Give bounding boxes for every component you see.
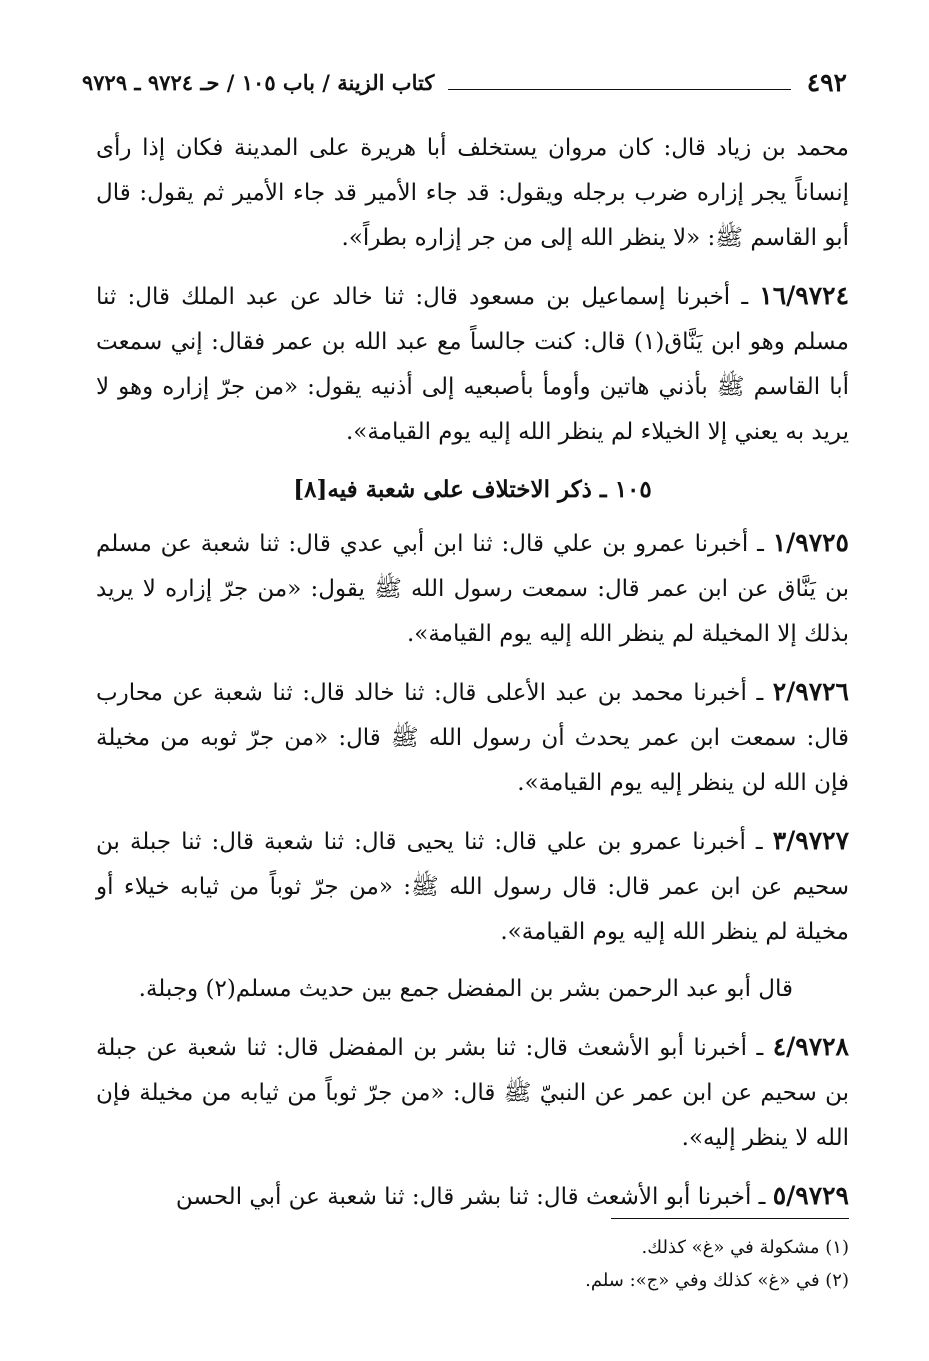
hadith-9726 [96, 669, 849, 806]
hadith-number: ٥/٩٧٢٩ [772, 1181, 849, 1210]
footnote-rule [611, 1218, 849, 1219]
hadith-9729 [96, 1173, 849, 1220]
hadith-number: ٤/٩٧٢٨ [772, 1032, 849, 1061]
hadith-9727 [96, 818, 849, 955]
page-body [96, 126, 849, 1232]
hadith-text: ـ أخبرنا عمرو بن علي قال: ثنا يحيى قال: ثنا شعبة قال: ثنا جبلة بن سحيم عن ابن عمر قال: قال رسول الله ﷺ: «من جرّ ثوباً من ثيابه خيلاء أو مخيلة لم ينظر الله إليه يوم القيامة». [96, 829, 849, 945]
footnote-2: (٢) في «غ» كذلك وفي «ج»: سلم. [585, 1270, 849, 1291]
hadith-text: ـ أخبرنا أبو الأشعث قال: ثنا بشر قال: ثنا شعبة عن أبي الحسن [175, 1184, 773, 1210]
hadith-9724 [96, 273, 849, 455]
hadith-text: ـ أخبرنا أبو الأشعث قال: ثنا بشر بن المفضل قال: ثنا شعبة عن جبلة بن سحيم عن ابن عمر عن النبيّ ﷺ قال: «من جرّ ثوباً من ثيابه من مخيلة فإن الله لا ينظر إليه». [96, 1035, 849, 1151]
hadith-text: ـ أخبرنا إسماعيل بن مسعود قال: ثنا خالد عن عبد الملك قال: ثنا مسلم وهو ابن يَنَّاق(١) قال: كنت جالساً مع عبد الله بن عمر فقال: إني سمعت أبا القاسم ﷺ بأذني هاتين وأومأ بأصبعيه إلى أذنيه يقول: «من جرّ إزاره وهو لا يريد به يعني إلا الخيلاء لم ينظر الله إليه يوم القيامة». [96, 284, 849, 445]
chapter-heading: ١٠٥ ـ ذكر الاختلاف على شعبة فيه[٨] [293, 476, 652, 503]
author-comment: قال أبو عبد الرحمن بشر بن المفضل جمع بين حديث مسلم(٢) وجبلة. [138, 976, 793, 1002]
footnote-1: (١) مشكولة في «غ» كذلك. [641, 1237, 849, 1258]
hadith-text: ـ أخبرنا محمد بن عبد الأعلى قال: ثنا خالد قال: ثنا شعبة عن محارب قال: سمعت ابن عمر يحدث أن رسول الله ﷺ قال: «من جرّ ثوبه من مخيلة فإن الله لن ينظر إليه يوم القيامة». [96, 680, 849, 796]
hadith-9725 [96, 520, 849, 657]
footnotes [89, 1218, 849, 1297]
header-rule [448, 89, 790, 90]
page-number: ٤٩٢ [806, 67, 847, 97]
hadith-number: ١/٩٧٢٥ [772, 528, 849, 557]
hadith-text: ـ أخبرنا عمرو بن علي قال: ثنا ابن أبي عدي قال: ثنا شعبة عن مسلم بن يَنَّاق عن ابن عمر قال: سمعت رسول الله ﷺ يقول: «من جرّ إزاره لا يريد بذلك إلا المخيلة لم ينظر الله إليه يوم القيامة». [96, 531, 849, 647]
page-header [82, 62, 847, 102]
hadith-number: ١٦/٩٧٢٤ [759, 281, 849, 310]
paragraph-intro: محمد بن زياد قال: كان مروان يستخلف أبا هريرة على المدينة فكان إذا رأى إنساناً يجر إزاره ضرب برجله ويقول: قد جاء الأمير قد جاء الأمير ثم يقول: قال أبو القاسم ﷺ: «لا ينظر الله إلى من جر إزاره بطراً». [96, 135, 849, 251]
hadith-number: ٢/٩٧٢٦ [772, 677, 849, 706]
running-title: كتاب الزينة / باب ١٠٥ / حـ ٩٧٢٤ ـ ٩٧٢٩ [82, 69, 435, 95]
hadith-9728 [96, 1024, 849, 1161]
hadith-number: ٣/٩٧٢٧ [772, 826, 850, 855]
